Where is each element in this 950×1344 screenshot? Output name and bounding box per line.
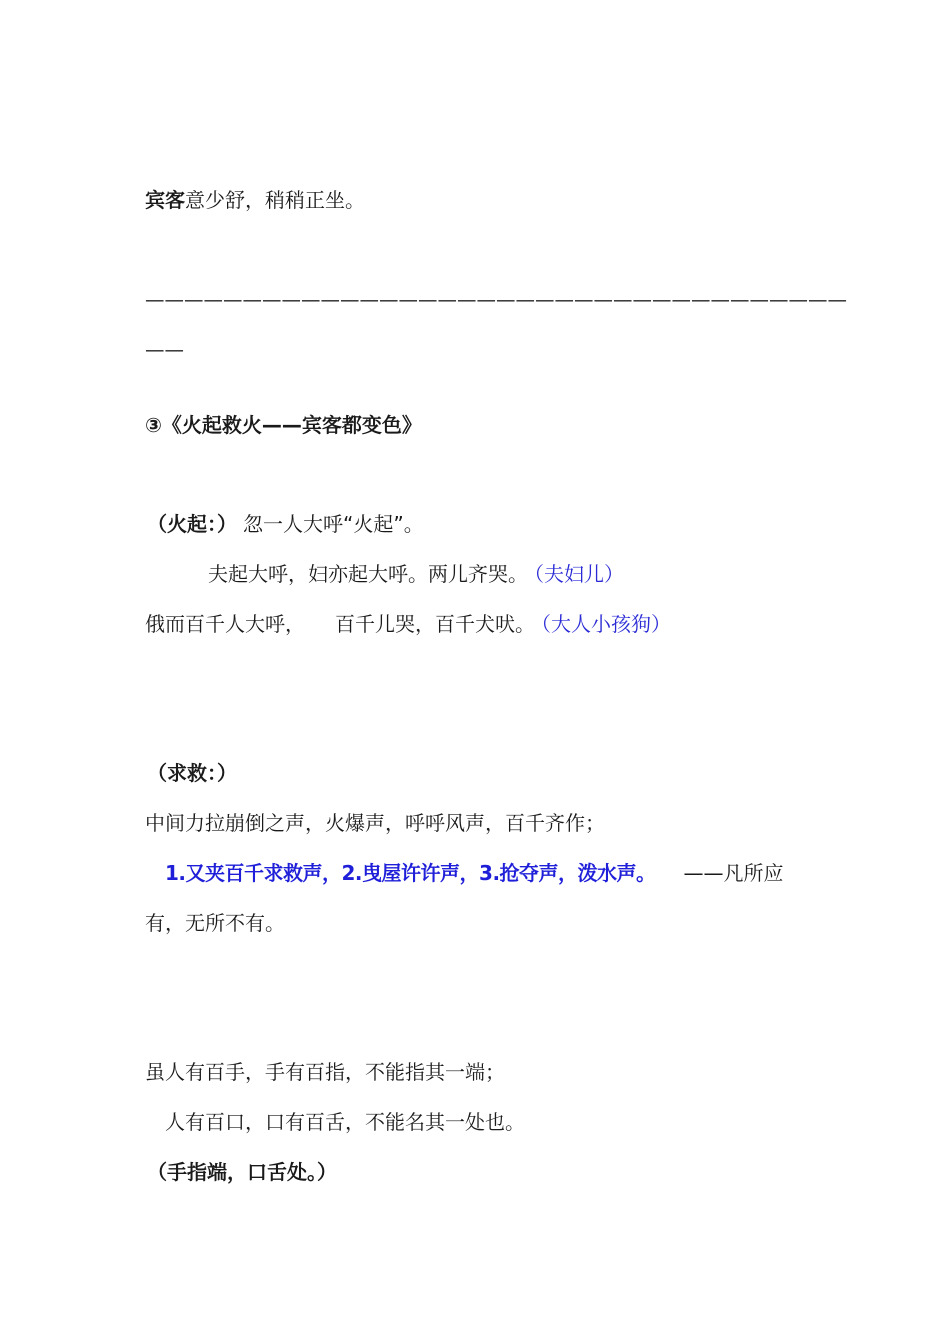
rescue-sounds-list: 1.又夹百千求救声，2.曳屋许许声，3.抢夺声，泼水声。: [165, 861, 656, 885]
fire-text: 忽一人大呼“火起”。: [243, 512, 424, 536]
fire-line-2-note: （夫妇儿）: [534, 562, 624, 586]
rescue-label: （求救：）: [147, 761, 237, 785]
divider-line-1: ————————————————————————————————————: [145, 288, 847, 311]
divider-line-2: ——: [145, 338, 184, 361]
closing-line-1: 虽人有百手，手有百指，不能指其一端；: [145, 1060, 505, 1084]
opening-text: 意少舒，稍稍正坐。: [185, 188, 365, 212]
fire-line-3-text: 俄而百千人大呼，: [145, 612, 305, 636]
rescue-line-3: 有，无所不有。: [145, 911, 285, 935]
opening-bold-term: 宾客: [145, 188, 185, 212]
fire-line-3-text2: 百千儿哭，百千犬吠。: [335, 612, 535, 636]
fire-line-3-note: （大人小孩狗）: [541, 612, 671, 636]
closing-line-2: 人有百口，口有百舌，不能名其一处也。: [165, 1110, 525, 1134]
closing-line-3: （手指端，口舌处。）: [147, 1160, 337, 1184]
rescue-line-2: [165, 859, 784, 887]
fire-line-1: [147, 510, 424, 538]
opening-line: [145, 186, 365, 214]
fire-line-3: [145, 610, 671, 638]
section-heading: ③《火起救火——宾客都变色》: [145, 413, 422, 437]
rescue-line-1: 中间力拉崩倒之声，火爆声，呼呼风声，百千齐作；: [145, 811, 605, 835]
fire-line-2: [208, 560, 624, 588]
fire-line-2-text: 夫起大呼，妇亦起大呼。两儿齐哭。: [208, 562, 528, 586]
fire-label: （火起：）: [147, 512, 237, 536]
rescue-line-2-tail: ——凡所应: [683, 861, 784, 885]
